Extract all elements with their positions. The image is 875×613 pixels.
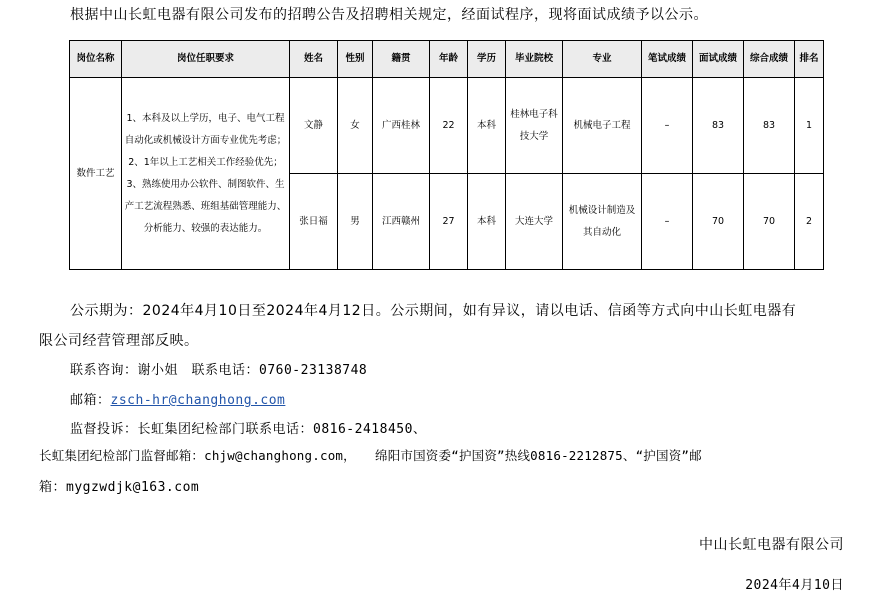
candidate-origin: 广西桂林 — [373, 78, 430, 174]
position-cell: 数件工艺 — [70, 78, 122, 270]
header-position: 岗位名称 — [70, 41, 122, 78]
header-name: 姓名 — [290, 41, 338, 78]
signature-company: 中山长虹电器有限公司 — [699, 537, 844, 553]
header-age: 年龄 — [430, 41, 468, 78]
email-line — [70, 389, 285, 408]
candidate-origin: 江西赣州 — [373, 174, 430, 270]
header-duties: 岗位任职要求 — [122, 41, 290, 78]
header-gender: 性别 — [338, 41, 373, 78]
candidate-school: 桂林电子科技大学 — [506, 78, 563, 174]
duty-item: 3、熟练使用办公软件、制图软件、生产工艺流程熟悉、班组基础管理能力、分析能力、较强的表达能力。 — [124, 178, 287, 234]
duty-item: 2、1年以上工艺相关工作经验优先； — [128, 156, 283, 168]
candidate-total-score: 70 — [744, 174, 795, 270]
candidate-age: 27 — [430, 174, 468, 270]
email-link[interactable]: zsch-hr@changhong.com — [110, 393, 286, 408]
table-row — [70, 78, 824, 174]
candidate-interview-score: 83 — [693, 78, 744, 174]
header-school: 毕业院校 — [506, 41, 563, 78]
candidate-education: 本科 — [468, 174, 506, 270]
header-total-score: 综合成绩 — [744, 41, 795, 78]
candidate-name: 张日福 — [290, 174, 338, 270]
signature-date: 2024年4月10日 — [745, 578, 844, 593]
candidate-age: 22 — [430, 78, 468, 174]
contact-line: 联系咨询：谢小姐 联系电话：0760-23138748 — [70, 363, 368, 378]
candidate-name: 文静 — [290, 78, 338, 174]
candidate-interview-score: 70 — [693, 174, 744, 270]
email-label: 邮箱： — [70, 393, 111, 408]
header-origin: 籍贯 — [373, 41, 430, 78]
candidate-education: 本科 — [468, 78, 506, 174]
header-written-score: 笔试成绩 — [642, 41, 693, 78]
supervise-line2: 长虹集团纪检部门监督邮箱：chjw@changhong.com， 绵阳市国资委“护国资”热线0816-2212875、“护国资”邮 — [39, 448, 702, 463]
header-rank: 排名 — [795, 41, 824, 78]
duty-item: 1、本科及以上学历，电子、电气工程自动化或机械设计方面专业优先考虑； — [124, 112, 287, 146]
candidate-gender: 女 — [338, 78, 373, 174]
header-education: 学历 — [468, 41, 506, 78]
candidate-written-score: – — [642, 78, 693, 174]
candidate-total-score: 83 — [744, 78, 795, 174]
header-interview-score: 面试成绩 — [693, 41, 744, 78]
candidate-rank: 1 — [795, 78, 824, 174]
duties-cell — [122, 78, 290, 270]
notice-period-line1: 公示期为：2024年4月10日至2024年4月12日。公示期间，如有异议，请以电话、信函等方式向中山长虹电器有 — [70, 303, 797, 319]
score-table — [69, 40, 824, 270]
intro-text: 根据中山长虹电器有限公司发布的招聘公告及招聘相关规定，经面试程序，现将面试成绩予以公示。 — [70, 7, 708, 23]
supervise-line3: 箱：mygzwdjk@163.com — [39, 480, 200, 495]
notice-period-line2: 限公司经营管理部反映。 — [39, 333, 199, 349]
header-major: 专业 — [563, 41, 642, 78]
candidate-major: 机械设计制造及其自动化 — [563, 174, 642, 270]
table-header-row — [70, 41, 824, 78]
candidate-school: 大连大学 — [506, 174, 563, 270]
candidate-rank: 2 — [795, 174, 824, 270]
candidate-written-score: – — [642, 174, 693, 270]
candidate-gender: 男 — [338, 174, 373, 270]
candidate-major: 机械电子工程 — [563, 78, 642, 174]
supervise-line1: 监督投诉：长虹集团纪检部门联系电话：0816-2418450、 — [70, 422, 427, 437]
